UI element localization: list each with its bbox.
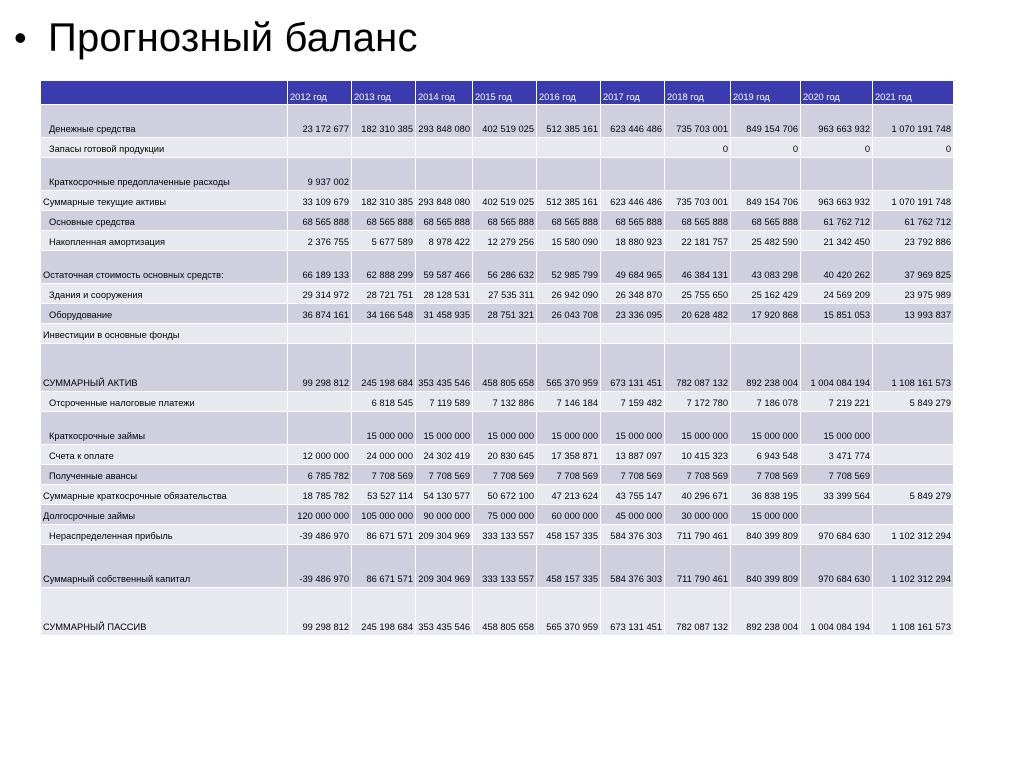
value-cell: 15 000 000: [473, 412, 537, 445]
value-cell: 1 102 312 294: [873, 545, 954, 588]
value-cell: 86 671 571: [352, 545, 416, 588]
value-cell: 25 482 590: [731, 231, 801, 251]
value-cell: 458 157 335: [537, 545, 601, 588]
value-cell: 28 128 531: [416, 284, 473, 304]
header-cell: 2019 год: [731, 81, 801, 105]
value-cell: 12 279 256: [473, 231, 537, 251]
value-cell: 15 000 000: [801, 412, 873, 445]
value-cell: 711 790 461: [665, 525, 731, 545]
row-label: СУММАРНЫЙ ПАССИВ: [41, 588, 288, 636]
value-cell: 15 000 000: [537, 412, 601, 445]
row-label: Денежные средства: [41, 105, 288, 138]
value-cell: 293 848 080: [416, 105, 473, 138]
row-label: Суммарные краткосрочные обязательства: [41, 485, 288, 505]
value-cell: 47 213 624: [537, 485, 601, 505]
table-row: [41, 324, 954, 344]
header-cell: 2016 год: [537, 81, 601, 105]
bullet-icon: •: [14, 17, 27, 58]
table-row: [41, 158, 954, 191]
value-cell: 5 849 279: [873, 485, 954, 505]
value-cell: 7 708 569: [416, 465, 473, 485]
value-cell: 565 370 959: [537, 344, 601, 392]
value-cell: 6 943 548: [731, 445, 801, 465]
value-cell: 40 296 671: [665, 485, 731, 505]
value-cell: 7 219 221: [801, 392, 873, 412]
value-cell: 333 133 557: [473, 545, 537, 588]
value-cell: 5 849 279: [873, 392, 954, 412]
value-cell: 56 286 632: [473, 251, 537, 284]
value-cell: 26 348 870: [601, 284, 665, 304]
value-cell: 68 565 888: [473, 211, 537, 231]
value-cell: 37 969 825: [873, 251, 954, 284]
table-row: [41, 525, 954, 545]
value-cell: 182 310 385: [352, 105, 416, 138]
row-label: Инвестиции в основные фонды: [41, 324, 288, 344]
value-cell: 60 000 000: [537, 505, 601, 525]
header-cell: 2012 год: [288, 81, 352, 105]
value-cell: 10 415 323: [665, 445, 731, 465]
value-cell: 7 119 589: [416, 392, 473, 412]
table-row: [41, 445, 954, 465]
value-cell: 7 708 569: [473, 465, 537, 485]
slide-title: Прогнозный баланс: [48, 16, 418, 60]
value-cell: 13 887 097: [601, 445, 665, 465]
value-cell: 0: [801, 138, 873, 158]
table-row: [41, 545, 954, 588]
table-row: [41, 138, 954, 158]
value-cell: 99 298 812: [288, 344, 352, 392]
table-row: [41, 231, 954, 251]
value-cell: 673 131 451: [601, 344, 665, 392]
value-cell: [731, 158, 801, 191]
value-cell: 892 238 004: [731, 588, 801, 636]
value-cell: [416, 138, 473, 158]
value-cell: 15 000 000: [731, 505, 801, 525]
value-cell: [473, 138, 537, 158]
value-cell: 2 376 755: [288, 231, 352, 251]
value-cell: 1 004 084 194: [801, 588, 873, 636]
value-cell: 7 708 569: [352, 465, 416, 485]
value-cell: 68 565 888: [352, 211, 416, 231]
header-cell: 2013 год: [352, 81, 416, 105]
value-cell: [288, 392, 352, 412]
value-cell: 182 310 385: [352, 191, 416, 211]
value-cell: 66 189 133: [288, 251, 352, 284]
value-cell: 90 000 000: [416, 505, 473, 525]
value-cell: [473, 158, 537, 191]
table-row: [41, 344, 954, 392]
value-cell: 29 314 972: [288, 284, 352, 304]
value-cell: 0: [731, 138, 801, 158]
row-label: Отсроченные налоговые платежи: [41, 392, 288, 412]
value-cell: [801, 324, 873, 344]
value-cell: 7 172 780: [665, 392, 731, 412]
value-cell: 1 070 191 748: [873, 105, 954, 138]
value-cell: [352, 138, 416, 158]
slide-title-row: [14, 8, 418, 68]
value-cell: 61 762 712: [801, 211, 873, 231]
value-cell: [665, 158, 731, 191]
row-label: Краткосрочные займы: [41, 412, 288, 445]
value-cell: 120 000 000: [288, 505, 352, 525]
value-cell: 7 708 569: [801, 465, 873, 485]
value-cell: 33 399 564: [801, 485, 873, 505]
value-cell: 40 420 262: [801, 251, 873, 284]
table-body: [41, 105, 954, 636]
value-cell: 105 000 000: [352, 505, 416, 525]
value-cell: 23 792 886: [873, 231, 954, 251]
table-row: [41, 304, 954, 324]
value-cell: 26 942 090: [537, 284, 601, 304]
value-cell: -39 486 970: [288, 545, 352, 588]
value-cell: 7 186 078: [731, 392, 801, 412]
header-cell: 2014 год: [416, 81, 473, 105]
value-cell: 782 087 132: [665, 588, 731, 636]
value-cell: 0: [665, 138, 731, 158]
value-cell: [601, 158, 665, 191]
value-cell: 353 435 546: [416, 344, 473, 392]
value-cell: 6 785 782: [288, 465, 352, 485]
value-cell: [801, 505, 873, 525]
row-label: Здания и сооружения: [41, 284, 288, 304]
table-row: [41, 465, 954, 485]
row-label: Запасы готовой продукции: [41, 138, 288, 158]
value-cell: 24 000 000: [352, 445, 416, 465]
value-cell: 245 198 684: [352, 344, 416, 392]
value-cell: 15 000 000: [352, 412, 416, 445]
value-cell: 711 790 461: [665, 545, 731, 588]
value-cell: 1 102 312 294: [873, 525, 954, 545]
row-label: Суммарный собственный капитал: [41, 545, 288, 588]
value-cell: 5 677 589: [352, 231, 416, 251]
value-cell: 59 587 466: [416, 251, 473, 284]
value-cell: 68 565 888: [416, 211, 473, 231]
value-cell: 584 376 303: [601, 525, 665, 545]
value-cell: 28 721 751: [352, 284, 416, 304]
value-cell: 7 708 569: [537, 465, 601, 485]
row-label: Долгосрочные займы: [41, 505, 288, 525]
table-row: [41, 505, 954, 525]
value-cell: 31 458 935: [416, 304, 473, 324]
value-cell: [288, 412, 352, 445]
value-cell: 3 471 774: [801, 445, 873, 465]
table-row: [41, 191, 954, 211]
value-cell: [873, 445, 954, 465]
value-cell: 20 830 645: [473, 445, 537, 465]
row-label: СУММАРНЫЙ АКТИВ: [41, 344, 288, 392]
row-label: Счета к оплате: [41, 445, 288, 465]
table-row: [41, 251, 954, 284]
value-cell: 970 684 630: [801, 545, 873, 588]
value-cell: 68 565 888: [537, 211, 601, 231]
value-cell: 458 805 658: [473, 588, 537, 636]
value-cell: 7 708 569: [731, 465, 801, 485]
value-cell: 402 519 025: [473, 191, 537, 211]
value-cell: [537, 324, 601, 344]
value-cell: 45 000 000: [601, 505, 665, 525]
header-cell: 2018 год: [665, 81, 731, 105]
value-cell: 1 004 084 194: [801, 344, 873, 392]
value-cell: 17 358 871: [537, 445, 601, 465]
value-cell: 8 978 422: [416, 231, 473, 251]
row-label: Суммарные текущие активы: [41, 191, 288, 211]
value-cell: 673 131 451: [601, 588, 665, 636]
value-cell: 7 708 569: [601, 465, 665, 485]
value-cell: 402 519 025: [473, 105, 537, 138]
value-cell: 36 874 161: [288, 304, 352, 324]
value-cell: 7 146 184: [537, 392, 601, 412]
value-cell: 20 628 482: [665, 304, 731, 324]
row-label: Оборудование: [41, 304, 288, 324]
value-cell: [731, 324, 801, 344]
value-cell: 1 070 191 748: [873, 191, 954, 211]
value-cell: 86 671 571: [352, 525, 416, 545]
value-cell: 13 993 837: [873, 304, 954, 324]
row-label: Полученные авансы: [41, 465, 288, 485]
value-cell: 15 000 000: [665, 412, 731, 445]
value-cell: [352, 158, 416, 191]
table-header-row: [41, 81, 954, 105]
table-row: [41, 211, 954, 231]
value-cell: 23 336 095: [601, 304, 665, 324]
value-cell: 623 446 486: [601, 105, 665, 138]
value-cell: [288, 138, 352, 158]
value-cell: [665, 324, 731, 344]
value-cell: 18 785 782: [288, 485, 352, 505]
value-cell: 209 304 969: [416, 525, 473, 545]
value-cell: [473, 324, 537, 344]
value-cell: 12 000 000: [288, 445, 352, 465]
value-cell: 7 132 886: [473, 392, 537, 412]
value-cell: 840 399 809: [731, 525, 801, 545]
value-cell: 68 565 888: [731, 211, 801, 231]
value-cell: 36 838 195: [731, 485, 801, 505]
value-cell: 24 302 419: [416, 445, 473, 465]
value-cell: 28 751 321: [473, 304, 537, 324]
value-cell: [873, 465, 954, 485]
value-cell: 565 370 959: [537, 588, 601, 636]
value-cell: 61 762 712: [873, 211, 954, 231]
value-cell: [873, 158, 954, 191]
value-cell: 6 818 545: [352, 392, 416, 412]
value-cell: 68 565 888: [601, 211, 665, 231]
value-cell: 68 565 888: [288, 211, 352, 231]
value-cell: 623 446 486: [601, 191, 665, 211]
value-cell: [873, 324, 954, 344]
table-row: [41, 105, 954, 138]
value-cell: 34 166 548: [352, 304, 416, 324]
header-cell: 2021 год: [873, 81, 954, 105]
value-cell: 458 157 335: [537, 525, 601, 545]
value-cell: 25 162 429: [731, 284, 801, 304]
value-cell: 49 684 965: [601, 251, 665, 284]
value-cell: 245 198 684: [352, 588, 416, 636]
table-row: [41, 412, 954, 445]
header-cell: [41, 81, 288, 105]
value-cell: 75 000 000: [473, 505, 537, 525]
value-cell: [416, 324, 473, 344]
value-cell: 7 159 482: [601, 392, 665, 412]
value-cell: 735 703 001: [665, 191, 731, 211]
value-cell: [601, 324, 665, 344]
value-cell: 26 043 708: [537, 304, 601, 324]
value-cell: [352, 324, 416, 344]
value-cell: 0: [873, 138, 954, 158]
value-cell: [537, 138, 601, 158]
value-cell: [601, 138, 665, 158]
value-cell: 735 703 001: [665, 105, 731, 138]
value-cell: 15 000 000: [731, 412, 801, 445]
value-cell: 9 937 002: [288, 158, 352, 191]
value-cell: 353 435 546: [416, 588, 473, 636]
value-cell: 18 880 923: [601, 231, 665, 251]
value-cell: 46 384 131: [665, 251, 731, 284]
value-cell: 15 580 090: [537, 231, 601, 251]
table-row: [41, 284, 954, 304]
value-cell: -39 486 970: [288, 525, 352, 545]
value-cell: 17 920 868: [731, 304, 801, 324]
value-cell: 62 888 299: [352, 251, 416, 284]
value-cell: 23 172 677: [288, 105, 352, 138]
value-cell: 512 385 161: [537, 191, 601, 211]
value-cell: 15 000 000: [601, 412, 665, 445]
value-cell: 7 708 569: [665, 465, 731, 485]
value-cell: 24 569 209: [801, 284, 873, 304]
value-cell: [873, 412, 954, 445]
value-cell: 27 535 311: [473, 284, 537, 304]
row-label: Остаточная стоимость основных средств:: [41, 251, 288, 284]
value-cell: 53 527 114: [352, 485, 416, 505]
value-cell: 293 848 080: [416, 191, 473, 211]
value-cell: 1 108 161 573: [873, 344, 954, 392]
value-cell: 849 154 706: [731, 191, 801, 211]
balance-table: [40, 80, 954, 636]
row-label: Основные средства: [41, 211, 288, 231]
table-row: [41, 588, 954, 636]
value-cell: 30 000 000: [665, 505, 731, 525]
value-cell: 963 663 932: [801, 191, 873, 211]
table-row: [41, 392, 954, 412]
value-cell: 584 376 303: [601, 545, 665, 588]
value-cell: 50 672 100: [473, 485, 537, 505]
row-label: Накопленная амортизация: [41, 231, 288, 251]
value-cell: 512 385 161: [537, 105, 601, 138]
row-label: Нераспределенная прибыль: [41, 525, 288, 545]
value-cell: 21 342 450: [801, 231, 873, 251]
value-cell: 23 975 989: [873, 284, 954, 304]
value-cell: [288, 324, 352, 344]
value-cell: 970 684 630: [801, 525, 873, 545]
header-cell: 2015 год: [473, 81, 537, 105]
value-cell: 15 851 053: [801, 304, 873, 324]
value-cell: 43 083 298: [731, 251, 801, 284]
value-cell: 840 399 809: [731, 545, 801, 588]
value-cell: 1 108 161 573: [873, 588, 954, 636]
value-cell: 52 985 799: [537, 251, 601, 284]
value-cell: [537, 158, 601, 191]
value-cell: 22 181 757: [665, 231, 731, 251]
value-cell: 15 000 000: [416, 412, 473, 445]
value-cell: 849 154 706: [731, 105, 801, 138]
value-cell: [873, 505, 954, 525]
value-cell: 963 663 932: [801, 105, 873, 138]
header-cell: 2020 год: [801, 81, 873, 105]
value-cell: 782 087 132: [665, 344, 731, 392]
header-cell: 2017 год: [601, 81, 665, 105]
value-cell: [416, 158, 473, 191]
value-cell: 33 109 679: [288, 191, 352, 211]
value-cell: 892 238 004: [731, 344, 801, 392]
value-cell: 25 755 650: [665, 284, 731, 304]
value-cell: 209 304 969: [416, 545, 473, 588]
value-cell: 333 133 557: [473, 525, 537, 545]
value-cell: 68 565 888: [665, 211, 731, 231]
value-cell: 99 298 812: [288, 588, 352, 636]
table-row: [41, 485, 954, 505]
value-cell: 43 755 147: [601, 485, 665, 505]
value-cell: [801, 158, 873, 191]
value-cell: 458 805 658: [473, 344, 537, 392]
row-label: Краткосрочные предоплаченные расходы: [41, 158, 288, 191]
value-cell: 54 130 577: [416, 485, 473, 505]
